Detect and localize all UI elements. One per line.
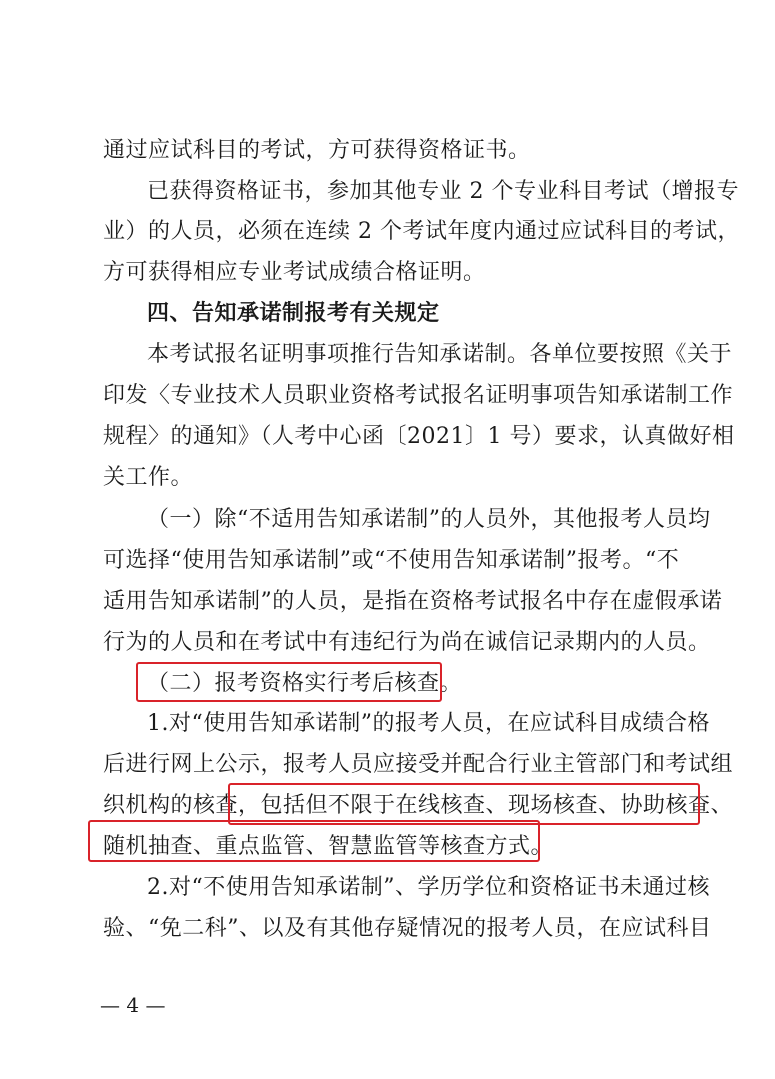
highlight-box-check-methods-1 [228, 783, 700, 825]
paragraph-line-12: 适用告知承诺制”的人员，是指在资格考试报名中存在虚假承诺 [103, 589, 723, 614]
paragraph-line-6: 本考试报名证明事项推行告知承诺制。各单位要按照《关于 [147, 342, 733, 367]
paragraph-line-8: 规程〉的通知》（人考中心函〔2021〕1 号）要求，认真做好相 [103, 424, 735, 449]
paragraph-line-16: 后进行网上公示，报考人员应接受并配合行业主管部门和考试组 [103, 752, 734, 777]
section-heading: 四、告知承诺制报考有关规定 [147, 301, 440, 326]
paragraph-line-19: 2.对“不使用告知承诺制”、学历学位和资格证书未通过核 [147, 875, 710, 900]
paragraph-line-3: 业）的人员，必须在连续 2 个考试年度内通过应试科目的考试， [103, 219, 740, 244]
highlight-box-check-methods-2 [88, 820, 540, 862]
paragraph-line-18: 随机抽查、重点监管、智慧监管等核查方式。 [103, 834, 554, 859]
paragraph-line-2: 已获得资格证书，参加其他专业 2 个专业科目考试（增报专 [147, 179, 739, 204]
paragraph-line-13: 行为的人员和在考试中有违纪行为尚在诚信记录期内的人员。 [103, 630, 711, 655]
subsection-heading: （二）报考资格实行考后核查。 [147, 671, 463, 696]
paragraph-line-1: 通过应试科目的考试，方可获得资格证书。 [103, 138, 531, 163]
paragraph-line-7: 印发〈专业技术人员职业资格考试报名证明事项告知承诺制工作 [103, 383, 734, 408]
paragraph-line-10: （一）除“不适用告知承诺制”的人员外，其他报考人员均 [147, 507, 711, 532]
paragraph-line-20: 验、“免二科”、以及有其他存疑情况的报考人员，在应试科目 [103, 916, 712, 941]
highlight-box-subsection [136, 662, 442, 702]
paragraph-line-4: 方可获得相应专业考试成绩合格证明。 [103, 260, 486, 285]
paragraph-line-11: 可选择“使用告知承诺制”或“不使用告知承诺制”报考。“不 [103, 548, 680, 573]
page-number: — 4 — [100, 993, 166, 1017]
paragraph-line-9: 关工作。 [103, 465, 194, 490]
paragraph-line-15: 1.对“使用告知承诺制”的报考人员，在应试科目成绩合格 [147, 711, 710, 736]
paragraph-line-17: 织机构的核查，包括但不限于在线核查、现场核查、协助核查、 [103, 793, 734, 818]
